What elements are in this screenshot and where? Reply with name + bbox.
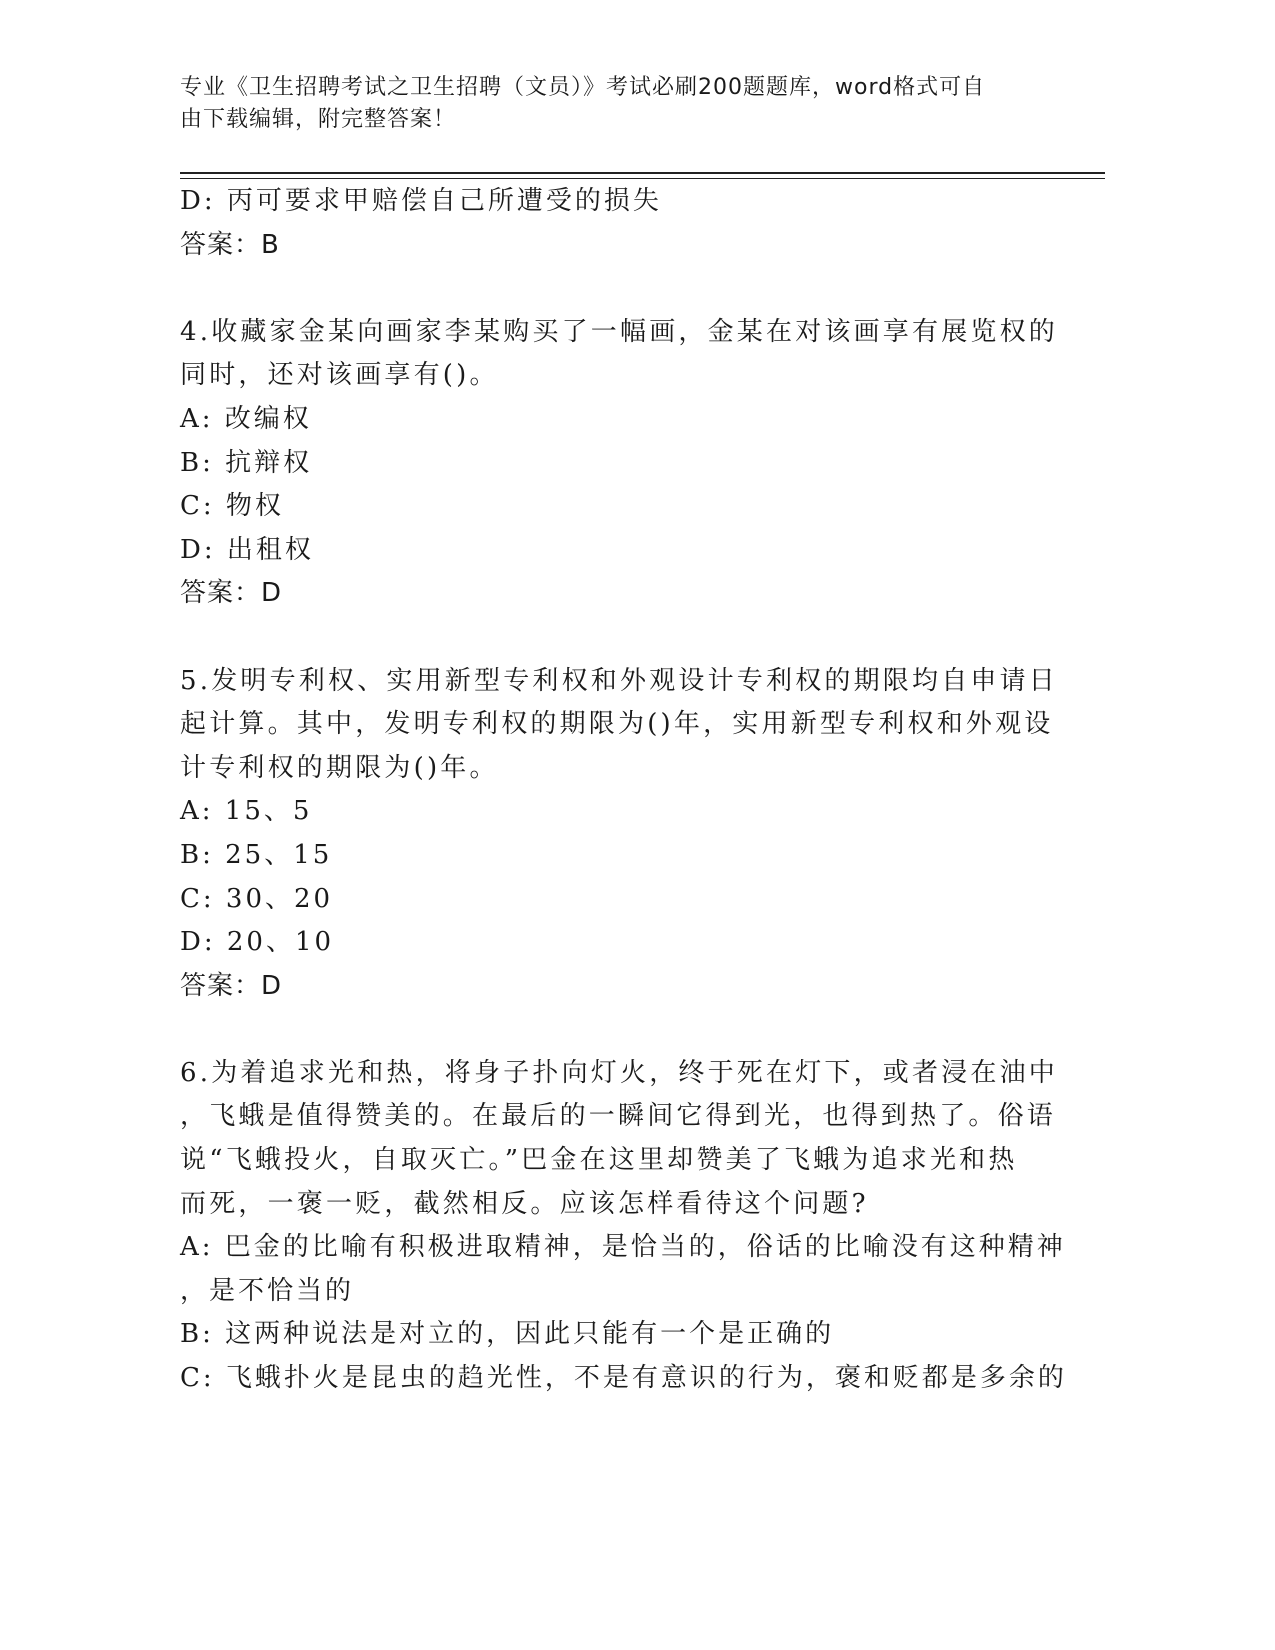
option-d: D: 20、10: [180, 927, 335, 958]
header-divider-thin: [180, 178, 1105, 179]
question-text: [180, 1052, 1060, 1226]
spacer: [180, 1008, 1060, 1052]
question-line: 说“飞蛾投火，自取灭亡。”巴金在这里却赞美了飞蛾为追求光和热: [180, 1145, 1018, 1176]
option-c: C: 30、20: [180, 883, 334, 914]
question-4: [180, 311, 1060, 616]
header-divider: [180, 172, 1105, 174]
option-a: A: 巴金的比喻有积极进取精神，是恰当的，俗话的比喻没有这种精神: [180, 1232, 1066, 1263]
answer-line: 答案：D: [180, 970, 283, 1001]
option-a: A: 15、5: [180, 796, 313, 827]
option-b: B: 抗辩权: [180, 447, 313, 478]
question-line: 起计算。其中，发明专利权的期限为()年，实用新型专利权和外观设: [180, 709, 1054, 740]
option-c: C: 飞蛾扑火是昆虫的趋光性，不是有意识的行为，褒和贬都是多余的: [180, 1363, 1067, 1394]
spacer: [180, 267, 1060, 311]
question-line: 而死，一褒一贬，截然相反。应该怎样看待这个问题?: [180, 1188, 869, 1219]
answer-line: 答案：D: [180, 578, 283, 609]
option-c: C: 物权: [180, 491, 284, 522]
question-text: [180, 660, 1060, 791]
header-line-1: 专业《卫生招聘考试之卫生招聘（文员）》考试必刷200题题库，word格式可自: [180, 75, 986, 100]
question-line: 4.收藏家金某向画家李某购买了一幅画，金某在对该画享有展览权的: [180, 316, 1059, 347]
question-line: 6.为着追求光和热，将身子扑向灯火，终于死在灯下，或者浸在油中: [180, 1057, 1059, 1088]
option-d: D: 丙可要求甲赔偿自己所遭受的损失: [180, 186, 662, 216]
header-line-2: 由下载编辑，附完整答案！: [180, 107, 457, 132]
question-line: 5.发明专利权、实用新型专利权和外观设计专利权的期限均自申请日: [180, 665, 1059, 696]
option-b: B: 这两种说法是对立的，因此只能有一个是正确的: [180, 1319, 835, 1350]
option-a-continued: ，是不恰当的: [180, 1275, 355, 1306]
question-5: [180, 660, 1060, 1009]
answer-line: 答案：B: [180, 229, 280, 260]
question-line: 同时，还对该画享有()。: [180, 360, 499, 391]
question-line: 计专利权的期限为()年。: [180, 752, 499, 783]
spacer: [180, 616, 1060, 660]
option-d: D: 出租权: [180, 534, 314, 565]
question-6: [180, 1052, 1067, 1401]
document-body: [180, 180, 1067, 1401]
option-a: A: 改编权: [180, 403, 312, 434]
question-text: [180, 311, 1060, 398]
document-header: [180, 72, 1040, 136]
option-b: B: 25、15: [180, 839, 333, 870]
previous-question-tail: [180, 180, 1060, 267]
question-line: ，飞蛾是值得赞美的。在最后的一瞬间它得到光，也得到热了。俗语: [180, 1101, 1057, 1132]
